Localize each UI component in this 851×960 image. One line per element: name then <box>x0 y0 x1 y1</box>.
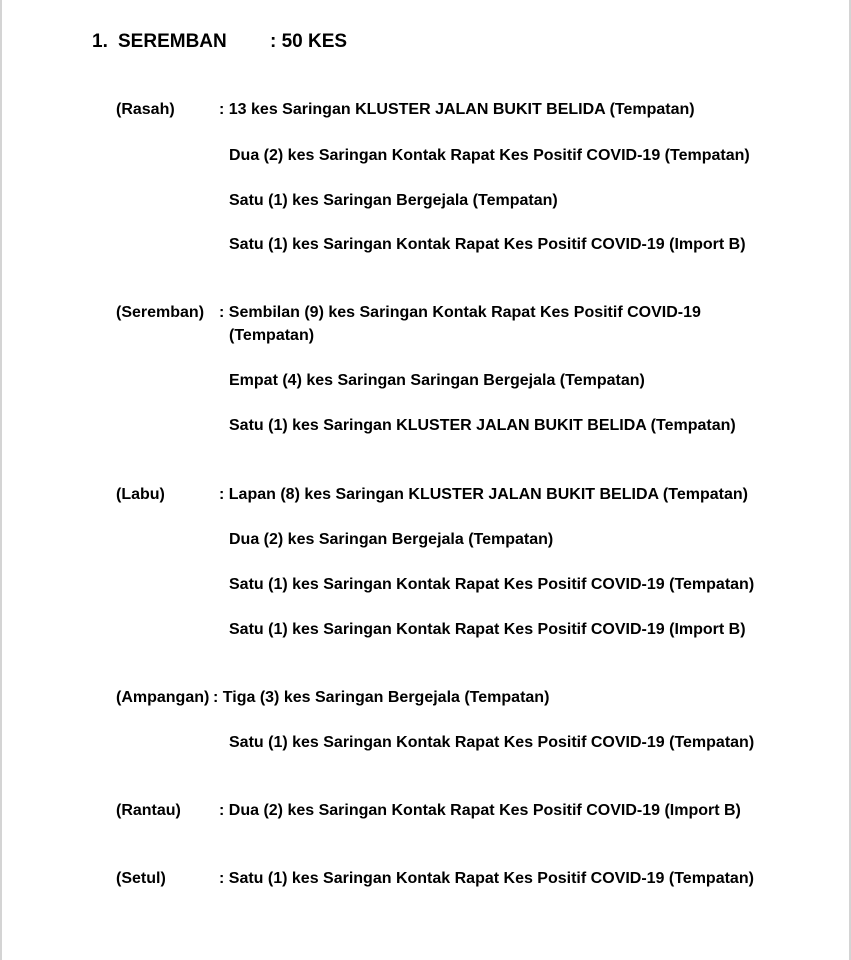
section-line: : Lapan (8) kes Saringan KLUSTER JALAN BUKIT BELIDA (Tempatan) <box>219 486 748 503</box>
section-label-ampangan: (Ampangan) <box>116 689 210 706</box>
section-line: : Sembilan (9) kes Saringan Kontak Rapat Kes Positif COVID-19 <box>219 304 701 321</box>
heading-count: : 50 KES <box>270 31 348 52</box>
section-line: Satu (1) kes Saringan Bergejala (Tempatan) <box>229 192 558 209</box>
section-label-setul: (Setul) <box>116 870 166 887</box>
heading-number: 1. <box>92 31 108 52</box>
section-label-labu: (Labu) <box>116 486 165 503</box>
section-line-wrap: (Tempatan) <box>229 327 315 344</box>
section-line: : Satu (1) kes Saringan Kontak Rapat Kes Positif COVID-19 (Tempatan) <box>219 870 754 887</box>
section-line: Dua (2) kes Saringan Kontak Rapat Kes Positif COVID-19 (Tempatan) <box>229 147 750 164</box>
section-label-seremban: (Seremban) <box>116 304 205 321</box>
section-line: Satu (1) kes Saringan Kontak Rapat Kes Positif COVID-19 (Import B) <box>229 236 746 253</box>
section-line: Empat (4) kes Saringan Saringan Bergejala (Tempatan) <box>229 372 645 389</box>
section-label-rasah: (Rasah) <box>116 101 175 118</box>
section-line: Satu (1) kes Saringan Kontak Rapat Kes Positif COVID-19 (Import B) <box>229 621 746 638</box>
section-label-rantau: (Rantau) <box>116 802 181 819</box>
section-line: Satu (1) kes Saringan Kontak Rapat Kes Positif COVID-19 (Tempatan) <box>229 576 755 593</box>
section-line: Satu (1) kes Saringan KLUSTER JALAN BUKIT BELIDA (Tempatan) <box>229 417 736 434</box>
page-border-left <box>0 0 2 960</box>
section-line: : Tiga (3) kes Saringan Bergejala (Tempatan) <box>213 689 550 706</box>
section-line: Satu (1) kes Saringan Kontak Rapat Kes Positif COVID-19 (Tempatan) <box>229 734 755 751</box>
section-line: Dua (2) kes Saringan Bergejala (Tempatan) <box>229 531 554 548</box>
section-line: : Dua (2) kes Saringan Kontak Rapat Kes Positif COVID-19 (Import B) <box>219 802 741 819</box>
heading-district: SEREMBAN <box>118 31 227 52</box>
section-line: : 13 kes Saringan KLUSTER JALAN BUKIT BELIDA (Tempatan) <box>219 101 695 118</box>
